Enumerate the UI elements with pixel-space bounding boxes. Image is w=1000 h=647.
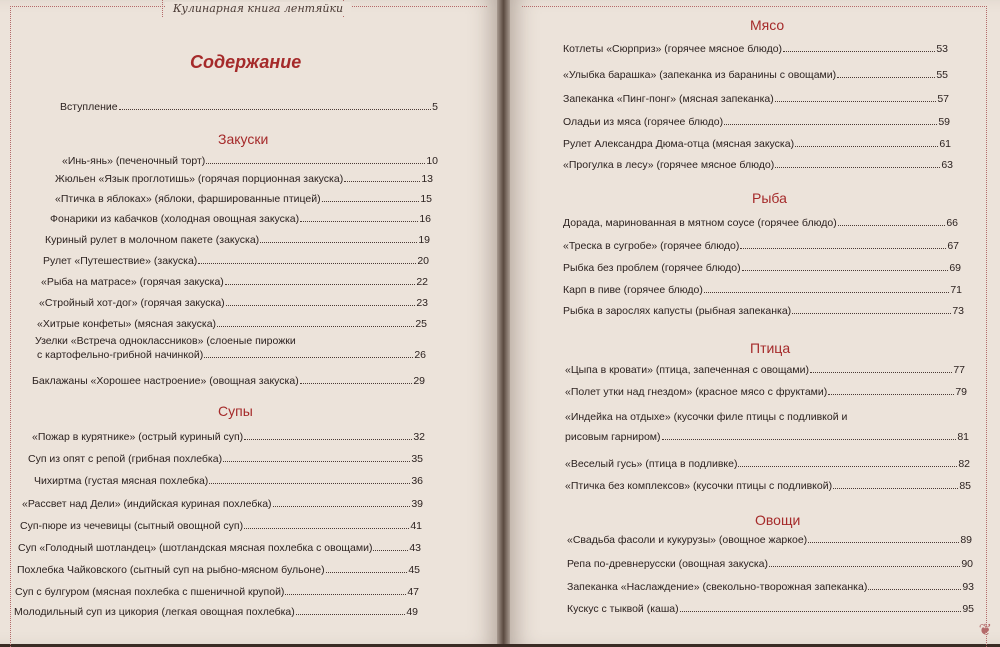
- entry-label: «Цыпа в кровати» (птица, запеченная с овощами): [565, 364, 809, 376]
- leader-dots: [792, 304, 951, 314]
- entry-label: Репа по-древнерусски (овощная закуска): [567, 558, 769, 570]
- entry-label: «Птичка в яблоках» (яблоки, фаршированные птицей): [55, 193, 321, 205]
- leader-dots: [344, 172, 420, 182]
- toc-entry[interactable]: [563, 92, 949, 106]
- toc-entry[interactable]: [563, 239, 959, 253]
- toc-entry[interactable]: [32, 374, 425, 388]
- entry-label: Узелки «Встреча одноклассников» (слоеные пирожки: [35, 335, 296, 347]
- leader-dots: [837, 68, 935, 78]
- leader-dots: [244, 430, 412, 440]
- toc-entry[interactable]: [565, 479, 971, 493]
- entry-label: Чихиртма (густая мясная похлебка): [34, 475, 209, 487]
- leader-dots: [795, 137, 938, 147]
- leader-dots: [198, 254, 416, 264]
- entry-label: Оладьи из мяса (горячее блюдо): [563, 116, 724, 128]
- toc-entry[interactable]: [14, 605, 418, 619]
- leader-dots: [119, 100, 432, 110]
- entry-page: 71: [950, 284, 962, 296]
- leader-dots: [775, 158, 940, 168]
- entry-page: 79: [955, 386, 967, 398]
- entry-label: «Полет утки над гнездом» (красное мясо с фруктами): [565, 386, 828, 398]
- entry-label: «Свадьба фасоли и кукурузы» (овощное жаркое): [567, 534, 808, 546]
- section-title-ryba: Рыба: [752, 190, 787, 206]
- toc-entry[interactable]: [34, 474, 423, 488]
- toc-entry[interactable]: [43, 254, 429, 268]
- leader-dots: [810, 363, 952, 373]
- leader-dots: [326, 563, 408, 573]
- entry-label: Запеканка «Наслаждение» (свекольно-творожная запеканка): [567, 581, 868, 593]
- entry-label: Кускус с тыквой (каша): [567, 603, 679, 615]
- entry-label: «Пожар в курятнике» (острый куриный суп): [32, 431, 244, 443]
- entry-page: 32: [413, 431, 425, 443]
- leader-dots: [783, 42, 935, 52]
- entry-label: «Стройный хот-дог» (горячая закуска): [39, 297, 225, 309]
- toc-entry[interactable]: [35, 334, 426, 362]
- toc-entry[interactable]: [18, 541, 421, 555]
- entry-page: 57: [937, 93, 949, 105]
- entry-page: 23: [416, 297, 428, 309]
- leader-dots: [226, 296, 416, 306]
- entry-page: 77: [953, 364, 965, 376]
- toc-entry[interactable]: [39, 296, 428, 310]
- entry-page: 95: [962, 603, 974, 615]
- leader-dots: [209, 474, 410, 484]
- toc-entry[interactable]: [45, 233, 430, 247]
- entry-page: 45: [408, 564, 420, 576]
- entry-page: 55: [936, 69, 948, 81]
- entry-page: 19: [418, 234, 430, 246]
- entry-page: 69: [949, 262, 961, 274]
- toc-entry[interactable]: [32, 430, 425, 444]
- book-gutter: [497, 0, 510, 644]
- entry-label: «Рассвет над Дели» (индийская куриная похлебка): [22, 498, 272, 510]
- leader-dots: [808, 533, 959, 543]
- entry-page: 59: [938, 116, 950, 128]
- entry-page: 10: [426, 155, 438, 167]
- toc-entry[interactable]: [28, 452, 423, 466]
- contents-title: Содержание: [190, 52, 302, 72]
- toc-entry[interactable]: [50, 212, 431, 226]
- leader-dots: [373, 541, 408, 551]
- entry-label: Куриный рулет в молочном пакете (закуска): [45, 234, 260, 246]
- leader-dots: [300, 374, 413, 384]
- entry-label: Рулет Александра Дюма-отца (мясная закуска): [563, 138, 795, 150]
- entry-page: 63: [941, 159, 953, 171]
- toc-entry[interactable]: [563, 137, 951, 151]
- entry-label: Суп-пюре из чечевицы (сытный овощной суп): [20, 520, 244, 532]
- leader-dots: [740, 239, 946, 249]
- leader-dots: [769, 557, 960, 567]
- toc-entry[interactable]: [563, 261, 961, 275]
- toc-entry[interactable]: [62, 154, 438, 168]
- toc-entry[interactable]: [37, 317, 427, 331]
- section-title-zakuski: Закуски: [218, 131, 269, 147]
- leader-dots: [704, 283, 949, 293]
- toc-entry[interactable]: [565, 363, 965, 377]
- entry-page: 67: [947, 240, 959, 252]
- toc-entry[interactable]: [563, 216, 958, 230]
- entry-label: «Рыба на матрасе» (горячая закуска): [41, 276, 224, 288]
- book-header: Кулинарная книга лентяйки: [165, 2, 351, 15]
- toc-entry[interactable]: [15, 585, 419, 599]
- entry-page: 15: [420, 193, 432, 205]
- leader-dots: [662, 430, 957, 440]
- entry-label: «Индейка на отдыхе» (кусочки филе птицы с подливкой и: [565, 411, 848, 423]
- entry-label: «Улыбка барашка» (запеканка из баранины с овощами): [563, 69, 837, 81]
- leader-dots: [204, 348, 413, 358]
- toc-entry[interactable]: [41, 275, 428, 289]
- toc-entry[interactable]: [563, 304, 964, 318]
- entry-label: «Треска в сугробе» (горячее блюдо): [563, 240, 740, 252]
- leader-dots: [828, 385, 954, 395]
- toc-entry[interactable]: [22, 497, 423, 511]
- toc-entry[interactable]: [563, 283, 962, 297]
- toc-entry[interactable]: [563, 115, 950, 129]
- entry-page: 25: [415, 318, 427, 330]
- leader-dots: [738, 457, 957, 467]
- entry-label-continued: рисовым гарниром): [565, 431, 661, 443]
- leader-dots: [838, 216, 946, 226]
- leader-dots: [833, 479, 958, 489]
- entry-label-continued: с картофельно-грибной начинкой): [37, 349, 204, 361]
- entry-label: Жюльен «Язык проглотишь» (горячая порционная закуска): [55, 173, 344, 185]
- entry-page: 43: [409, 542, 421, 554]
- toc-entry[interactable]: [55, 192, 432, 206]
- entry-label: Баклажаны «Хорошее настроение» (овощная закуска): [32, 375, 299, 387]
- entry-page: 73: [952, 305, 964, 317]
- leader-dots: [300, 212, 418, 222]
- entry-label: Фонарики из кабачков (холодная овощная закуска): [50, 213, 300, 225]
- leader-dots: [322, 192, 420, 202]
- section-title-ptitsa: Птица: [750, 340, 791, 356]
- entry-page: 53: [936, 43, 948, 55]
- entry-label: Суп из опят с репой (грибная похлебка): [28, 453, 223, 465]
- entry-label: Дорада, маринованная в мятном соусе (горячее блюдо): [563, 217, 837, 229]
- entry-page: 35: [411, 453, 423, 465]
- entry-label: «Веселый гусь» (птица в подливке): [565, 458, 738, 470]
- entry-page: 47: [407, 586, 419, 598]
- entry-page: 81: [957, 431, 969, 443]
- entry-label: «Прогулка в лесу» (горячее мясное блюдо): [563, 159, 775, 171]
- leader-dots: [296, 605, 406, 615]
- leader-dots: [775, 92, 937, 102]
- entry-page: 85: [959, 480, 971, 492]
- toc-entry[interactable]: [55, 172, 433, 186]
- leader-dots: [724, 115, 937, 125]
- entry-page: 89: [960, 534, 972, 546]
- toc-entry[interactable]: [563, 68, 948, 82]
- leader-dots: [868, 580, 961, 590]
- leader-dots: [285, 585, 406, 595]
- toc-entry-intro[interactable]: [60, 100, 438, 114]
- toc-entry[interactable]: [565, 410, 969, 444]
- entry-label: Рыбка в зарослях капусты (рыбная запеканка): [563, 305, 792, 317]
- corner-ornament-icon: ❦: [978, 622, 992, 639]
- leader-dots: [742, 261, 949, 271]
- entry-page: 66: [946, 217, 958, 229]
- leader-dots: [217, 317, 414, 327]
- section-title-myaso: Мясо: [750, 17, 785, 33]
- toc-entry[interactable]: [567, 533, 972, 547]
- leader-dots: [206, 154, 425, 164]
- entry-label: Карп в пиве (горячее блюдо): [563, 284, 703, 296]
- leader-dots: [225, 275, 416, 285]
- entry-label: Суп с булгуром (мясная похлебка с пшеничной крупой): [15, 586, 285, 598]
- entry-page: 36: [411, 475, 423, 487]
- entry-page: 16: [419, 213, 431, 225]
- entry-page: 41: [410, 520, 422, 532]
- entry-label: «Хитрые конфеты» (мясная закуска): [37, 318, 217, 330]
- entry-label: Котлеты «Сюрприз» (горячее мясное блюдо): [563, 43, 783, 55]
- toc-entry[interactable]: [563, 42, 948, 56]
- section-title-supy: Супы: [218, 403, 253, 419]
- leader-dots: [273, 497, 411, 507]
- entry-page: 49: [406, 606, 418, 618]
- entry-label: Суп «Голодный шотландец» (шотландская мясная похлебка с овощами): [18, 542, 373, 554]
- toc-entry[interactable]: [563, 158, 953, 172]
- entry-label: Запеканка «Пинг-понг» (мясная запеканка): [563, 93, 774, 105]
- leader-dots: [244, 519, 409, 529]
- toc-entry[interactable]: [567, 602, 974, 616]
- section-title-ovoshchi: Овощи: [755, 512, 801, 528]
- toc-entry[interactable]: [565, 385, 967, 399]
- entry-label: Вступление: [60, 101, 118, 113]
- entry-page: 93: [962, 581, 974, 593]
- toc-entry[interactable]: [567, 580, 974, 594]
- toc-entry[interactable]: [17, 563, 420, 577]
- entry-page: 20: [417, 255, 429, 267]
- toc-entry[interactable]: [567, 557, 973, 571]
- entry-page: 82: [958, 458, 970, 470]
- leader-dots: [260, 233, 417, 243]
- entry-label: Похлебка Чайковского (сытный суп на рыбно-мясном бульоне): [17, 564, 325, 576]
- entry-page: 39: [411, 498, 423, 510]
- entry-label: Рулет «Путешествие» (закуска): [43, 255, 198, 267]
- entry-page: 5: [432, 101, 438, 113]
- entry-page: 61: [939, 138, 951, 150]
- entry-label: «Птичка без комплексов» (кусочки птицы с подливкой): [565, 480, 833, 492]
- entry-label: Молодильный суп из цикория (легкая овощная похлебка): [14, 606, 295, 618]
- entry-label: Рыбка без проблем (горячее блюдо): [563, 262, 741, 274]
- leader-dots: [223, 452, 410, 462]
- entry-page: 29: [413, 375, 425, 387]
- entry-page: 22: [416, 276, 428, 288]
- entry-page: 26: [414, 349, 426, 361]
- entry-page: 90: [961, 558, 973, 570]
- toc-entry[interactable]: [20, 519, 422, 533]
- entry-label: «Инь-янь» (печеночный торт): [62, 155, 206, 167]
- toc-entry[interactable]: [565, 457, 970, 471]
- leader-dots: [680, 602, 962, 612]
- entry-page: 13: [421, 173, 433, 185]
